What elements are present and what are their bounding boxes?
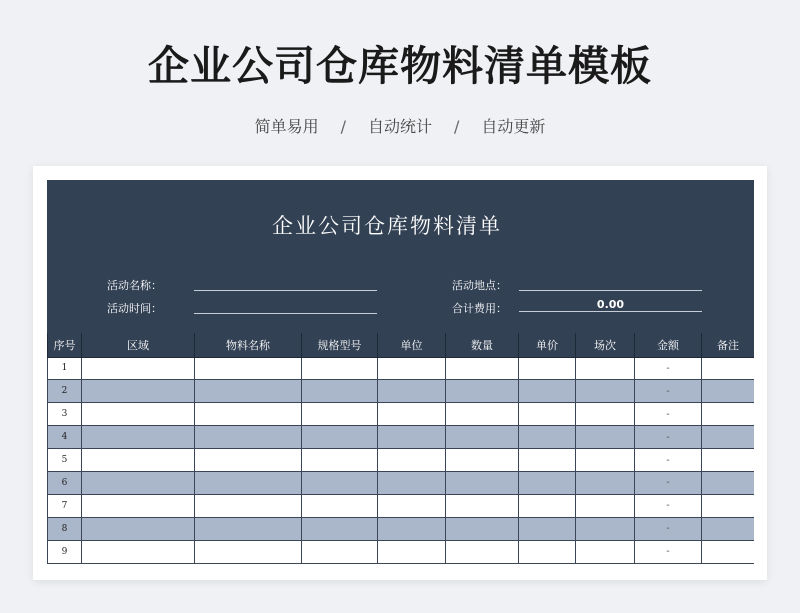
cell-spec[interactable] — [302, 494, 378, 517]
cell-unit[interactable] — [378, 380, 446, 403]
cell-spec[interactable] — [302, 426, 378, 449]
cell-area[interactable] — [82, 426, 195, 449]
cell-unit[interactable] — [378, 540, 446, 563]
cell-area[interactable] — [82, 403, 195, 426]
activity-name-field[interactable] — [194, 277, 377, 291]
cell-area[interactable] — [82, 540, 195, 563]
cell-sessions[interactable] — [576, 517, 635, 540]
cell-unit-price[interactable] — [519, 380, 576, 403]
column-header-unit: 单位 — [378, 333, 446, 357]
cell-amount[interactable]: - — [635, 403, 702, 426]
table-row — [48, 426, 755, 449]
cell-spec[interactable] — [302, 540, 378, 563]
cell-area[interactable] — [82, 449, 195, 472]
cell-unit-price[interactable] — [519, 517, 576, 540]
activity-place-field[interactable] — [519, 277, 702, 291]
total-cost-label: 合计费用： — [452, 302, 507, 315]
cell-amount[interactable]: - — [635, 494, 702, 517]
cell-spec[interactable] — [302, 380, 378, 403]
cell-sessions[interactable] — [576, 403, 635, 426]
cell-spec[interactable] — [302, 357, 378, 380]
column-header-amount: 金额 — [635, 333, 702, 357]
cell-quantity[interactable] — [446, 426, 519, 449]
cell-spec[interactable] — [302, 471, 378, 494]
total-cost-value: 0.00 — [519, 298, 702, 312]
cell-index[interactable]: 3 — [48, 403, 82, 426]
table-row — [48, 540, 755, 563]
cell-quantity[interactable] — [446, 380, 519, 403]
table-row — [48, 471, 755, 494]
column-header-remarks: 备注 — [702, 333, 755, 357]
cell-sessions[interactable] — [576, 380, 635, 403]
column-header-index: 序号 — [48, 333, 82, 357]
cell-index[interactable]: 4 — [48, 426, 82, 449]
cell-quantity[interactable] — [446, 517, 519, 540]
cell-amount[interactable]: - — [635, 517, 702, 540]
sheet-title: 企业公司仓库物料清单 — [272, 214, 502, 238]
material-table — [47, 333, 754, 564]
table-row — [48, 494, 755, 517]
table-body — [48, 357, 755, 563]
preview-card — [33, 166, 767, 580]
feature-easy: 简单易用 — [254, 117, 319, 136]
cell-amount[interactable]: - — [635, 449, 702, 472]
column-header-area: 区域 — [82, 333, 195, 357]
cell-material-name[interactable] — [195, 380, 302, 403]
cell-remarks[interactable] — [702, 540, 755, 563]
cell-material-name[interactable] — [195, 471, 302, 494]
column-header-unit-price: 单价 — [519, 333, 576, 357]
table-header-row — [48, 333, 755, 357]
page-title: 企业公司仓库物料清单模板 — [148, 42, 652, 90]
table-row — [48, 357, 755, 380]
column-header-spec: 规格型号 — [302, 333, 378, 357]
cell-unit[interactable] — [378, 403, 446, 426]
cell-index[interactable]: 6 — [48, 471, 82, 494]
cell-unit-price[interactable] — [519, 403, 576, 426]
feature-separator: / — [340, 117, 346, 136]
cell-spec[interactable] — [302, 517, 378, 540]
cell-unit[interactable] — [378, 517, 446, 540]
cell-remarks[interactable] — [702, 494, 755, 517]
cell-material-name[interactable] — [195, 517, 302, 540]
cell-unit-price[interactable] — [519, 449, 576, 472]
cell-sessions[interactable] — [576, 449, 635, 472]
cell-quantity[interactable] — [446, 540, 519, 563]
cell-quantity[interactable] — [446, 471, 519, 494]
table-row — [48, 517, 755, 540]
cell-unit-price[interactable] — [519, 540, 576, 563]
cell-amount[interactable]: - — [635, 357, 702, 380]
cell-remarks[interactable] — [702, 380, 755, 403]
cell-unit[interactable] — [378, 494, 446, 517]
cell-index[interactable]: 1 — [48, 357, 82, 380]
cell-index[interactable]: 2 — [48, 380, 82, 403]
cell-remarks[interactable] — [702, 449, 755, 472]
cell-area[interactable] — [82, 494, 195, 517]
cell-material-name[interactable] — [195, 540, 302, 563]
cell-material-name[interactable] — [195, 494, 302, 517]
spreadsheet — [47, 180, 754, 566]
cell-material-name[interactable] — [195, 449, 302, 472]
activity-name-label: 活动名称： — [107, 279, 162, 292]
cell-remarks[interactable] — [702, 517, 755, 540]
cell-area[interactable] — [82, 517, 195, 540]
cell-quantity[interactable] — [446, 494, 519, 517]
cell-amount[interactable]: - — [635, 380, 702, 403]
feature-auto-stats: 自动统计 — [367, 117, 432, 136]
feature-separator: / — [454, 117, 460, 136]
table-row — [48, 380, 755, 403]
cell-remarks[interactable] — [702, 403, 755, 426]
cell-amount[interactable]: - — [635, 426, 702, 449]
cell-unit-price[interactable] — [519, 471, 576, 494]
table-row — [48, 403, 755, 426]
cell-quantity[interactable] — [446, 403, 519, 426]
sheet-header — [47, 180, 754, 333]
cell-area[interactable] — [82, 471, 195, 494]
feature-list — [0, 114, 800, 137]
cell-area[interactable] — [82, 380, 195, 403]
column-header-sessions: 场次 — [576, 333, 635, 357]
cell-material-name[interactable] — [195, 403, 302, 426]
activity-time-field[interactable] — [194, 300, 377, 314]
feature-auto-update: 自动更新 — [481, 117, 546, 136]
cell-remarks[interactable] — [702, 357, 755, 380]
cell-sessions[interactable] — [576, 494, 635, 517]
cell-remarks[interactable] — [702, 471, 755, 494]
cell-sessions[interactable] — [576, 540, 635, 563]
cell-material-name[interactable] — [195, 357, 302, 380]
activity-place-label: 活动地点： — [452, 279, 507, 292]
cell-remarks[interactable] — [702, 426, 755, 449]
column-header-quantity: 数量 — [446, 333, 519, 357]
cell-unit[interactable] — [378, 471, 446, 494]
cell-spec[interactable] — [302, 449, 378, 472]
cell-sessions[interactable] — [576, 357, 635, 380]
cell-unit[interactable] — [378, 357, 446, 380]
cell-quantity[interactable] — [446, 357, 519, 380]
cell-index[interactable]: 7 — [48, 494, 82, 517]
cell-index[interactable]: 5 — [48, 449, 82, 472]
cell-spec[interactable] — [302, 403, 378, 426]
cell-quantity[interactable] — [446, 449, 519, 472]
cell-unit-price[interactable] — [519, 426, 576, 449]
cell-index[interactable]: 8 — [48, 517, 82, 540]
activity-time-label: 活动时间： — [107, 302, 162, 315]
cell-unit-price[interactable] — [519, 357, 576, 380]
cell-amount[interactable]: - — [635, 471, 702, 494]
cell-unit-price[interactable] — [519, 494, 576, 517]
cell-sessions[interactable] — [576, 426, 635, 449]
cell-unit[interactable] — [378, 449, 446, 472]
cell-index[interactable]: 9 — [48, 540, 82, 563]
cell-amount[interactable]: - — [635, 540, 702, 563]
table-row — [48, 449, 755, 472]
cell-sessions[interactable] — [576, 471, 635, 494]
cell-material-name[interactable] — [195, 426, 302, 449]
column-header-material-name: 物料名称 — [195, 333, 302, 357]
cell-area[interactable] — [82, 357, 195, 380]
cell-unit[interactable] — [378, 426, 446, 449]
